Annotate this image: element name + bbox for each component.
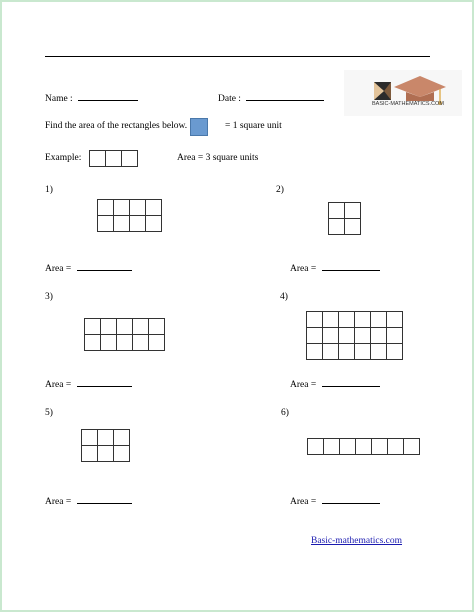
grid-cell — [130, 216, 146, 232]
problem-6-rectangle — [307, 438, 420, 455]
unit-definition: = 1 square unit — [225, 121, 282, 131]
grid-cell — [130, 200, 146, 216]
problem-2-rectangle — [328, 202, 361, 235]
grid-cell — [308, 439, 324, 455]
problem-5-rectangle — [81, 429, 130, 462]
grid-cell — [340, 439, 356, 455]
area-label: Area = — [290, 497, 317, 507]
grid-cell — [117, 319, 133, 335]
grid-cell — [98, 216, 114, 232]
site-logo — [344, 70, 462, 116]
grid-cell — [345, 203, 361, 219]
footer-link[interactable]: Basic-mathematics.com — [311, 536, 403, 546]
grid-cell — [323, 328, 339, 344]
problem-1-answer[interactable] — [45, 261, 132, 275]
grid-cell — [355, 312, 371, 328]
problem-3-number: 3) — [45, 292, 53, 302]
grid-cell — [307, 328, 323, 344]
date-field[interactable] — [218, 91, 324, 105]
grid-cell — [90, 151, 106, 167]
grid-cell — [329, 203, 345, 219]
grid-cell — [149, 319, 165, 335]
grid-cell — [85, 335, 101, 351]
grid-cell — [106, 151, 122, 167]
problem-1-number: 1) — [45, 185, 53, 195]
grid-cell — [339, 344, 355, 360]
problem-2-answer[interactable] — [290, 261, 380, 275]
grid-cell — [122, 151, 138, 167]
grid-cell — [371, 328, 387, 344]
top-rule — [45, 56, 430, 57]
grid-cell — [323, 344, 339, 360]
grid-cell — [114, 216, 130, 232]
area-label: Area = — [290, 264, 317, 274]
grid-cell — [388, 439, 404, 455]
grid-cell — [133, 335, 149, 351]
problem-4-rectangle — [306, 311, 403, 360]
instructions-text: Find the area of the rectangles below. — [45, 121, 188, 131]
area-blank[interactable] — [77, 261, 132, 271]
grid-cell — [371, 344, 387, 360]
problem-3-answer[interactable] — [45, 377, 132, 391]
grid-cell — [114, 200, 130, 216]
name-blank[interactable] — [78, 91, 138, 101]
problem-3-rectangle — [84, 318, 165, 351]
area-label: Area = — [45, 264, 72, 274]
unit-square-swatch — [190, 118, 208, 136]
problem-5-number: 5) — [45, 408, 53, 418]
grid-cell — [146, 216, 162, 232]
grid-cell — [101, 335, 117, 351]
grid-cell — [82, 430, 98, 446]
area-blank[interactable] — [322, 261, 380, 271]
grid-cell — [345, 219, 361, 235]
problem-6-answer[interactable] — [290, 494, 380, 508]
grid-cell — [146, 200, 162, 216]
grid-cell — [117, 335, 133, 351]
grid-cell — [98, 430, 114, 446]
grid-cell — [82, 446, 98, 462]
logo-text: BASIC-MATHEMATICS.COM — [372, 101, 444, 107]
grid-cell — [339, 328, 355, 344]
area-label: Area = — [45, 497, 72, 507]
grid-cell — [149, 335, 165, 351]
grid-cell — [387, 312, 403, 328]
example-label: Example: — [45, 153, 82, 163]
logo-graphic-icon — [344, 70, 462, 116]
date-label: Date : — [218, 94, 241, 104]
area-blank[interactable] — [77, 494, 132, 504]
area-label: Area = — [290, 380, 317, 390]
area-blank[interactable] — [322, 494, 380, 504]
problem-6-number: 6) — [281, 408, 289, 418]
grid-cell — [355, 344, 371, 360]
name-label: Name : — [45, 94, 73, 104]
grid-cell — [387, 344, 403, 360]
grid-cell — [324, 439, 340, 455]
grid-cell — [355, 328, 371, 344]
date-blank[interactable] — [246, 91, 324, 101]
area-blank[interactable] — [322, 377, 380, 387]
grid-cell — [323, 312, 339, 328]
grid-cell — [307, 344, 323, 360]
grid-cell — [339, 312, 355, 328]
grid-cell — [114, 430, 130, 446]
problem-1-rectangle — [97, 199, 162, 232]
grid-cell — [371, 312, 387, 328]
problem-5-answer[interactable] — [45, 494, 132, 508]
grid-cell — [329, 219, 345, 235]
problem-2-number: 2) — [276, 185, 284, 195]
grid-cell — [404, 439, 420, 455]
area-label: Area = — [45, 380, 72, 390]
grid-cell — [101, 319, 117, 335]
problem-4-answer[interactable] — [290, 377, 380, 391]
area-blank[interactable] — [77, 377, 132, 387]
grid-cell — [307, 312, 323, 328]
grid-cell — [114, 446, 130, 462]
grid-cell — [98, 446, 114, 462]
example-answer: Area = 3 square units — [177, 153, 259, 163]
example-rectangle — [89, 150, 138, 167]
grid-cell — [356, 439, 372, 455]
grid-cell — [372, 439, 388, 455]
grid-cell — [98, 200, 114, 216]
name-field[interactable] — [45, 91, 138, 105]
grid-cell — [387, 328, 403, 344]
problem-4-number: 4) — [280, 292, 288, 302]
grid-cell — [133, 319, 149, 335]
grid-cell — [85, 319, 101, 335]
